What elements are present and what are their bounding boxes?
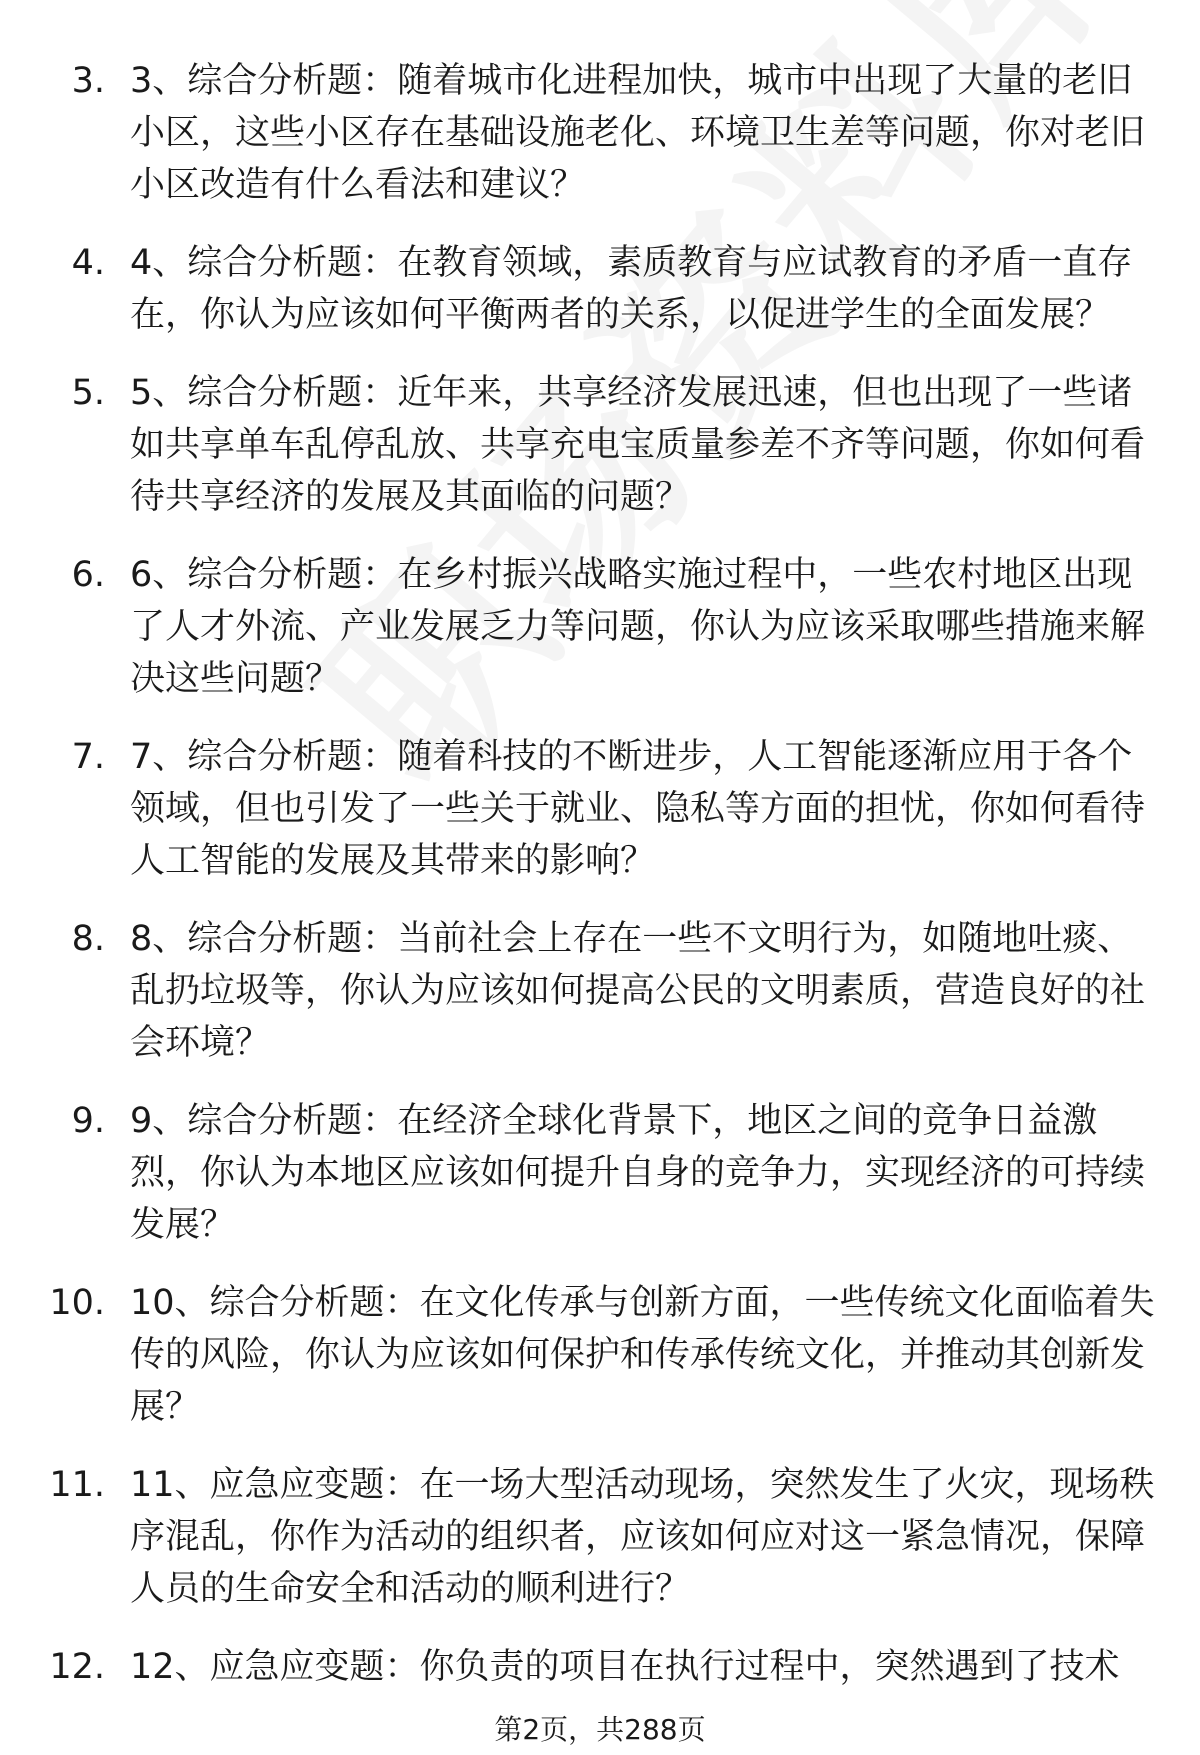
question-item [0,1459,1200,1615]
question-text: 8、综合分析题：当前社会上存在一些不文明行为，如随地吐痰、乱扔垃圾等，你认为应该如何提高公民的文明素质，营造良好的社会环境？ [130,919,1146,1063]
question-number: 6. [71,555,105,595]
question-text: 3、综合分析题：随着城市化进程加快，城市中出现了大量的老旧小区，这些小区存在基础设施老化、环境卫生差等问题，你对老旧小区改造有什么看法和建议？ [130,61,1146,205]
question-text: 6、综合分析题：在乡村振兴战略实施过程中，一些农村地区出现了人才外流、产业发展乏力等问题，你认为应该采取哪些措施来解决这些问题？ [130,555,1146,699]
question-text: 10、综合分析题：在文化传承与创新方面，一些传统文化面临着失传的风险，你认为应该如何保护和传承传统文化，并推动其创新发展？ [130,1283,1155,1427]
question-item [0,1641,1200,1693]
question-text: 11、应急应变题：在一场大型活动现场，突然发生了火灾，现场秩序混乱，你作为活动的组织者，应该如何应对这一紧急情况，保障人员的生命安全和活动的顺利进行？ [130,1465,1155,1609]
question-text: 5、综合分析题：近年来，共享经济发展迅速，但也出现了一些诸如共享单车乱停乱放、共享充电宝质量参差不齐等问题，你如何看待共享经济的发展及其面临的问题？ [130,373,1146,517]
question-text: 7、综合分析题：随着科技的不断进步，人工智能逐渐应用于各个领域，但也引发了一些关于就业、隐私等方面的担忧，你如何看待人工智能的发展及其带来的影响？ [130,737,1146,881]
question-item [0,237,1200,341]
question-text: 4、综合分析题：在教育领域，素质教育与应试教育的矛盾一直存在，你认为应该如何平衡两者的关系，以促进学生的全面发展？ [130,243,1133,335]
question-number: 4. [71,243,105,283]
question-item [0,1277,1200,1433]
question-number: 5. [71,373,105,413]
question-item [0,1095,1200,1251]
question-item [0,913,1200,1069]
question-item [0,549,1200,705]
question-text: 9、综合分析题：在经济全球化背景下，地区之间的竞争日益激烈，你认为本地区应该如何提升自身的竞争力，实现经济的可持续发展？ [130,1101,1146,1245]
question-number: 7. [71,737,105,777]
question-text: 12、应急应变题：你负责的项目在执行过程中，突然遇到了技术 [130,1647,1120,1687]
question-item [0,55,1200,211]
page-footer: 第2页，共288页 [494,1713,706,1746]
question-item [0,731,1200,887]
question-number: 9. [71,1101,105,1141]
question-number: 12. [49,1647,105,1687]
question-number: 11. [49,1465,105,1505]
question-number: 8. [71,919,105,959]
question-item [0,367,1200,523]
question-number: 10. [49,1283,105,1323]
question-list [0,55,1200,1719]
question-number: 3. [71,61,105,101]
